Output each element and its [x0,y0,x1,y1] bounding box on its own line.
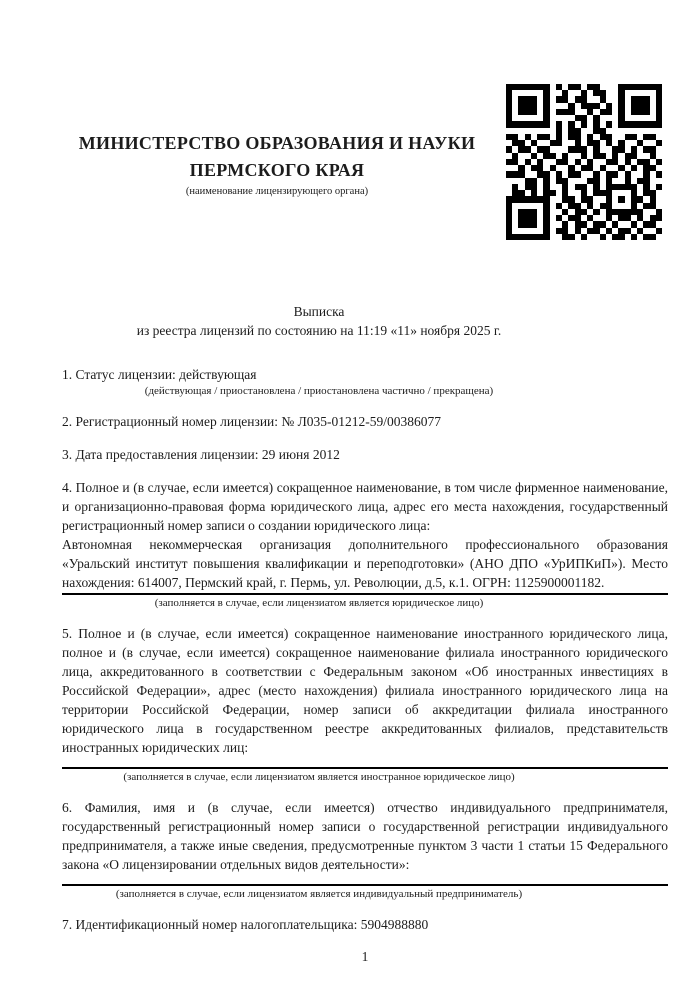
document-header [62,0,668,298]
foreign-entity-caption: (заполняется в случае, если лицензиатом является иностранное юридическое лицо) [123,771,515,783]
ministry-name-line2: ПЕРМСКОГО КРАЯ [189,160,365,180]
foreign-entity-question: 5. Полное и (в случае, если имеется) сокращенное наименование иностранного юридического лица, полное и (в случае, если имеется) сокращенное наименование филиала иностранного юридического лица, аккредитованного в соответствии с Федеральным законом «Об иностранных инвестициях в Российской Федерации», адрес (место нахождения) филиала иностранного юридического лица на территории Российской Федерации, номер записи об аккредитации филиала иностранного юридического лица в государственном реестре аккредитованных филиалов, представительств иностранных юридических лиц: [62,626,668,755]
entrepreneur-caption: (заполняется в случае, если лицензиатом является индивидуальный предприниматель) [115,888,523,900]
ministry-name-line1: МИНИСТЕРСТВО ОБРАЗОВАНИЯ И НАУКИ [78,133,476,153]
grant-date-item: 3. Дата предоставления лицензии: 29 июня 2012 [62,447,340,462]
entrepreneur-fill-line [62,874,668,886]
taxpayer-number-item: 7. Идентификационный номер налогоплательщика: 5904988880 [62,917,429,932]
qr-code [506,84,662,240]
page-number: 1 [361,949,369,964]
legal-entity-question: 4. Полное и (в случае, если имеется) сокращенное наименование, в том числе фирменное наименование, и организационно-правовая форма юридического лица, адрес его места нахождения, государственный регистрационный номер записи о создании юридического лица: [62,480,668,533]
legal-entity-caption: (заполняется в случае, если лицензиатом является юридическое лицо) [154,597,484,609]
ministry-caption: (наименование лицензирующего органа) [185,186,369,197]
document-title [62,302,576,340]
title-line1: Выписка [293,304,345,319]
license-status-item: 1. Статус лицензии: действующая [62,367,257,382]
licensing-authority-block [62,130,492,199]
entrepreneur-question: 6. Фамилия, имя и (в случае, если имеется) отчество индивидуального предпринимателя, государственный регистрационный номер записи о государственной регистрации индивидуального предпринимателя, а также иные сведения, предусмотренные пунктом 3 части 1 статьи 15 Федерального закона «О лицензировании отдельных видов деятельности»: [62,800,668,872]
foreign-entity-fill-line [62,757,668,769]
registration-number-item: 2. Регистрационный номер лицензии: № Л035-01212-59/00386077 [62,414,442,429]
title-line2: из реестра лицензий по состоянию на 11:19 «11» ноября 2025 г. [136,323,502,338]
license-status-options-caption: (действующая / приостановлена / приостановлена частично / прекращена) [144,385,494,397]
legal-entity-answer: Автономная некоммерческая организация дополнительного профессионального образования «Уральский институт повышения квалификации и переподготовки» (АНО ДПО «УрИПКиП»). Место нахождения: 614007, Пермский край, г. Пермь, ул. Революции, д.5, к.1. ОГРН: 1125900001182. [62,535,668,595]
